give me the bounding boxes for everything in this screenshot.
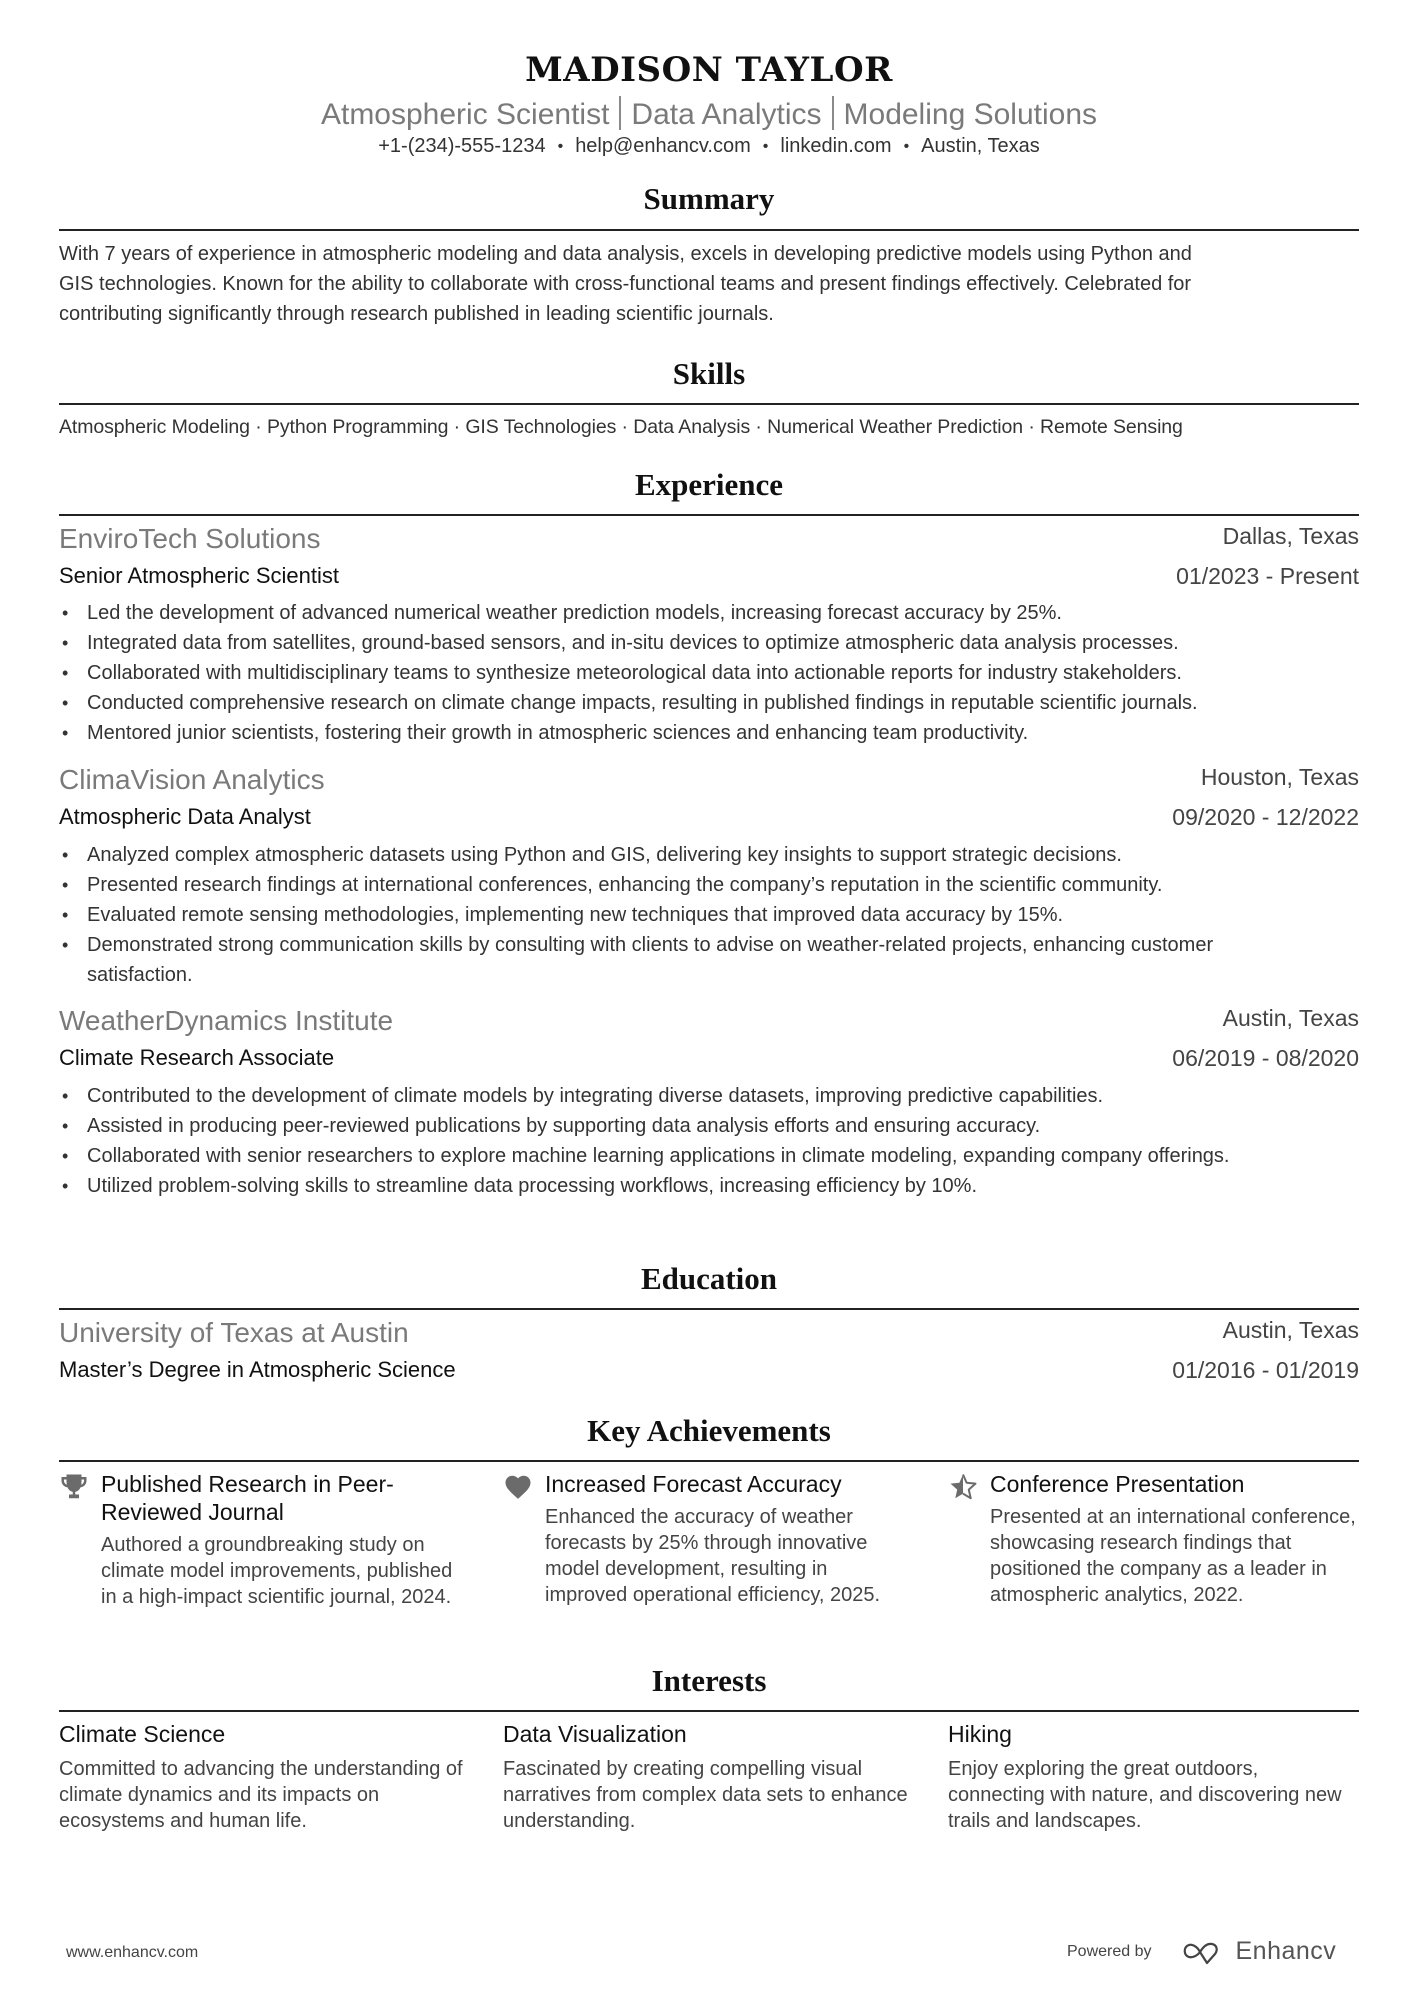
phone[interactable]: +1-(234)-555-1234 [378, 135, 546, 157]
achievement-description: Authored a groundbreaking study on climate model improvements, published in a high-impact scientific journal, 2024. [101, 1534, 453, 1608]
job-dates: 01/2023 - Present [1176, 563, 1359, 589]
linkedin-link[interactable]: linkedin.com [780, 135, 892, 157]
achievement-description: Presented at an international conference, showcasing research findings that positioned the company as a leader in atmospheric analytics, 2022. [990, 1506, 1356, 1606]
achievement-item [503, 1470, 913, 1608]
bullet-separator: • [903, 138, 910, 155]
section-divider [59, 514, 1359, 516]
job-location: Houston, Texas [1200, 764, 1359, 790]
section-divider [59, 1710, 1359, 1712]
job-bullets [59, 1081, 1387, 1201]
bullet-item: • Contributed to the development of climate models by integrating diverse datasets, improving predictive capabilities. [87, 1081, 1387, 1111]
interest-item [503, 1720, 913, 1834]
heart-icon [503, 1472, 533, 1502]
section-title-interests: Interests [651, 1663, 767, 1698]
interest-title: Hiking [948, 1721, 1012, 1747]
education-dates: 01/2016 - 01/2019 [1172, 1357, 1359, 1383]
interest-title: Climate Science [59, 1721, 226, 1747]
degree: Master’s Degree in Atmospheric Science [59, 1357, 456, 1382]
achievement-item [948, 1470, 1358, 1608]
school-location: Austin, Texas [1222, 1317, 1359, 1343]
headline-part: Modeling Solutions [843, 98, 1098, 131]
bullet-item: • Presented research findings at international conferences, enhancing the company’s reputation in the scientific community. [87, 870, 1359, 900]
job-location: Austin, Texas [1222, 1005, 1359, 1031]
summary-text [59, 239, 1359, 329]
candidate-name: MADISON TAYLOR [525, 50, 893, 90]
job-title: Senior Atmospheric Scientist [59, 563, 340, 588]
company-name: ClimaVision Analytics [59, 764, 325, 795]
section-title-achievements: Key Achievements [587, 1413, 831, 1448]
bullet-separator: • [557, 138, 564, 155]
contact-line [59, 135, 1359, 158]
enhancv-logo-icon [1180, 1939, 1228, 1965]
achievement-title: Increased Forecast Accuracy [545, 1471, 842, 1497]
section-title-summary: Summary [643, 181, 775, 216]
bullet-item: • Collaborated with multidisciplinary teams to synthesize meteorological data into actionable reports for industry stakeholders. [87, 658, 1387, 688]
education-item [59, 1317, 1359, 1349]
section-divider [59, 1308, 1359, 1310]
bullet-item: • Collaborated with senior researchers to explore machine learning applications in climate modeling, expanding company offerings. [87, 1141, 1307, 1171]
job-title: Atmospheric Data Analyst [59, 804, 311, 829]
achievement-item [59, 1470, 469, 1610]
job-bullets [59, 598, 1387, 748]
divider [832, 96, 834, 130]
achievement-title: Published Research in Peer-Reviewed Journal [101, 1471, 394, 1525]
experience-role-row [59, 804, 1359, 830]
section-divider [59, 229, 1359, 231]
bullet-item: • Led the development of advanced numerical weather prediction models, increasing forecast accuracy by 25%. [87, 598, 1387, 628]
headline-part: Atmospheric Scientist [320, 98, 610, 131]
achievement-description: Enhanced the accuracy of weather forecasts by 25% through innovative model development, resulting in improved operational efficiency, 2025. [545, 1506, 881, 1606]
divider [619, 96, 621, 130]
bullet-item: • Evaluated remote sensing methodologies, implementing new techniques that improved data accuracy by 15%. [87, 900, 1359, 930]
email[interactable]: help@enhancv.com [575, 135, 751, 157]
company-name: WeatherDynamics Institute [59, 1005, 394, 1036]
summary-line: With 7 years of experience in atmospheric modeling and data analysis, excels in developing predictive models using Python and [59, 243, 1192, 265]
school-name: University of Texas at Austin [59, 1317, 409, 1348]
bullet-item: • Utilized problem-solving skills to streamline data processing workflows, increasing efficiency by 10%. [87, 1171, 1387, 1201]
section-title-skills: Skills [672, 356, 746, 391]
headline [59, 96, 1359, 132]
bullet-item: • Demonstrated strong communication skills by consulting with clients to advise on weather-related projects, enhancing customer satisfaction. [87, 930, 1287, 990]
bullet-item: • Conducted comprehensive research on climate change impacts, resulting in published findings in reputable scientific journals. [87, 688, 1387, 718]
location: Austin, Texas [921, 135, 1040, 157]
footer-branding[interactable] [1067, 1937, 1336, 1966]
education-degree-row [59, 1357, 1359, 1383]
interest-item [948, 1720, 1359, 1834]
brand-name: Enhancv [1235, 1937, 1337, 1965]
section-title-experience: Experience [634, 467, 784, 502]
interest-description: Enjoy exploring the great outdoors, connecting with nature, and discovering new trails and landscapes. [948, 1758, 1342, 1832]
experience-item [59, 1005, 1359, 1037]
job-dates: 06/2019 - 08/2020 [1172, 1045, 1359, 1071]
summary-line: contributing significantly through research published in leading scientific journals. [59, 303, 774, 325]
summary-line: GIS technologies. Known for the ability to collaborate with cross-functional teams and present findings effectively. Celebrated for [59, 273, 1192, 295]
section-divider [59, 1460, 1359, 1462]
section-title-education: Education [640, 1261, 778, 1296]
job-location: Dallas, Texas [1222, 523, 1359, 549]
trophy-icon [59, 1472, 89, 1502]
interest-title: Data Visualization [503, 1721, 687, 1747]
bullet-item: • Mentored junior scientists, fostering their growth in atmospheric sciences and enhancing team productivity. [87, 718, 1387, 748]
bullet-item: • Integrated data from satellites, ground-based sensors, and in-situ devices to optimize atmospheric data analysis processes. [87, 628, 1387, 658]
experience-item [59, 523, 1359, 555]
experience-role-row [59, 563, 1359, 589]
achievement-title: Conference Presentation [990, 1471, 1245, 1497]
headline-part: Data Analytics [631, 98, 822, 131]
half-star-icon [948, 1472, 978, 1502]
job-bullets [59, 840, 1359, 990]
footer-website[interactable]: www.enhancv.com [66, 1944, 199, 1961]
job-title: Climate Research Associate [59, 1045, 335, 1070]
bullet-separator: • [762, 138, 769, 155]
experience-item [59, 764, 1359, 796]
bullet-item: • Analyzed complex atmospheric datasets using Python and GIS, delivering key insights to support strategic decisions. [87, 840, 1359, 870]
skills-list: Atmospheric Modeling · Python Programming · GIS Technologies · Data Analysis · Numerical Weather Prediction · Remote Sensing [59, 416, 1183, 438]
experience-role-row [59, 1045, 1359, 1071]
job-dates: 09/2020 - 12/2022 [1172, 804, 1359, 830]
company-name: EnviroTech Solutions [59, 523, 321, 554]
powered-by-label: Powered by [1067, 1942, 1152, 1960]
bullet-item: • Assisted in producing peer-reviewed publications by supporting data analysis efforts and ensuring accuracy. [87, 1111, 1387, 1141]
section-divider [59, 403, 1359, 405]
interest-item [59, 1720, 469, 1834]
interest-description: Fascinated by creating compelling visual narratives from complex data sets to enhance understanding. [503, 1758, 908, 1832]
interest-description: Committed to advancing the understanding of climate dynamics and its impacts on ecosystems and human life. [59, 1758, 463, 1832]
